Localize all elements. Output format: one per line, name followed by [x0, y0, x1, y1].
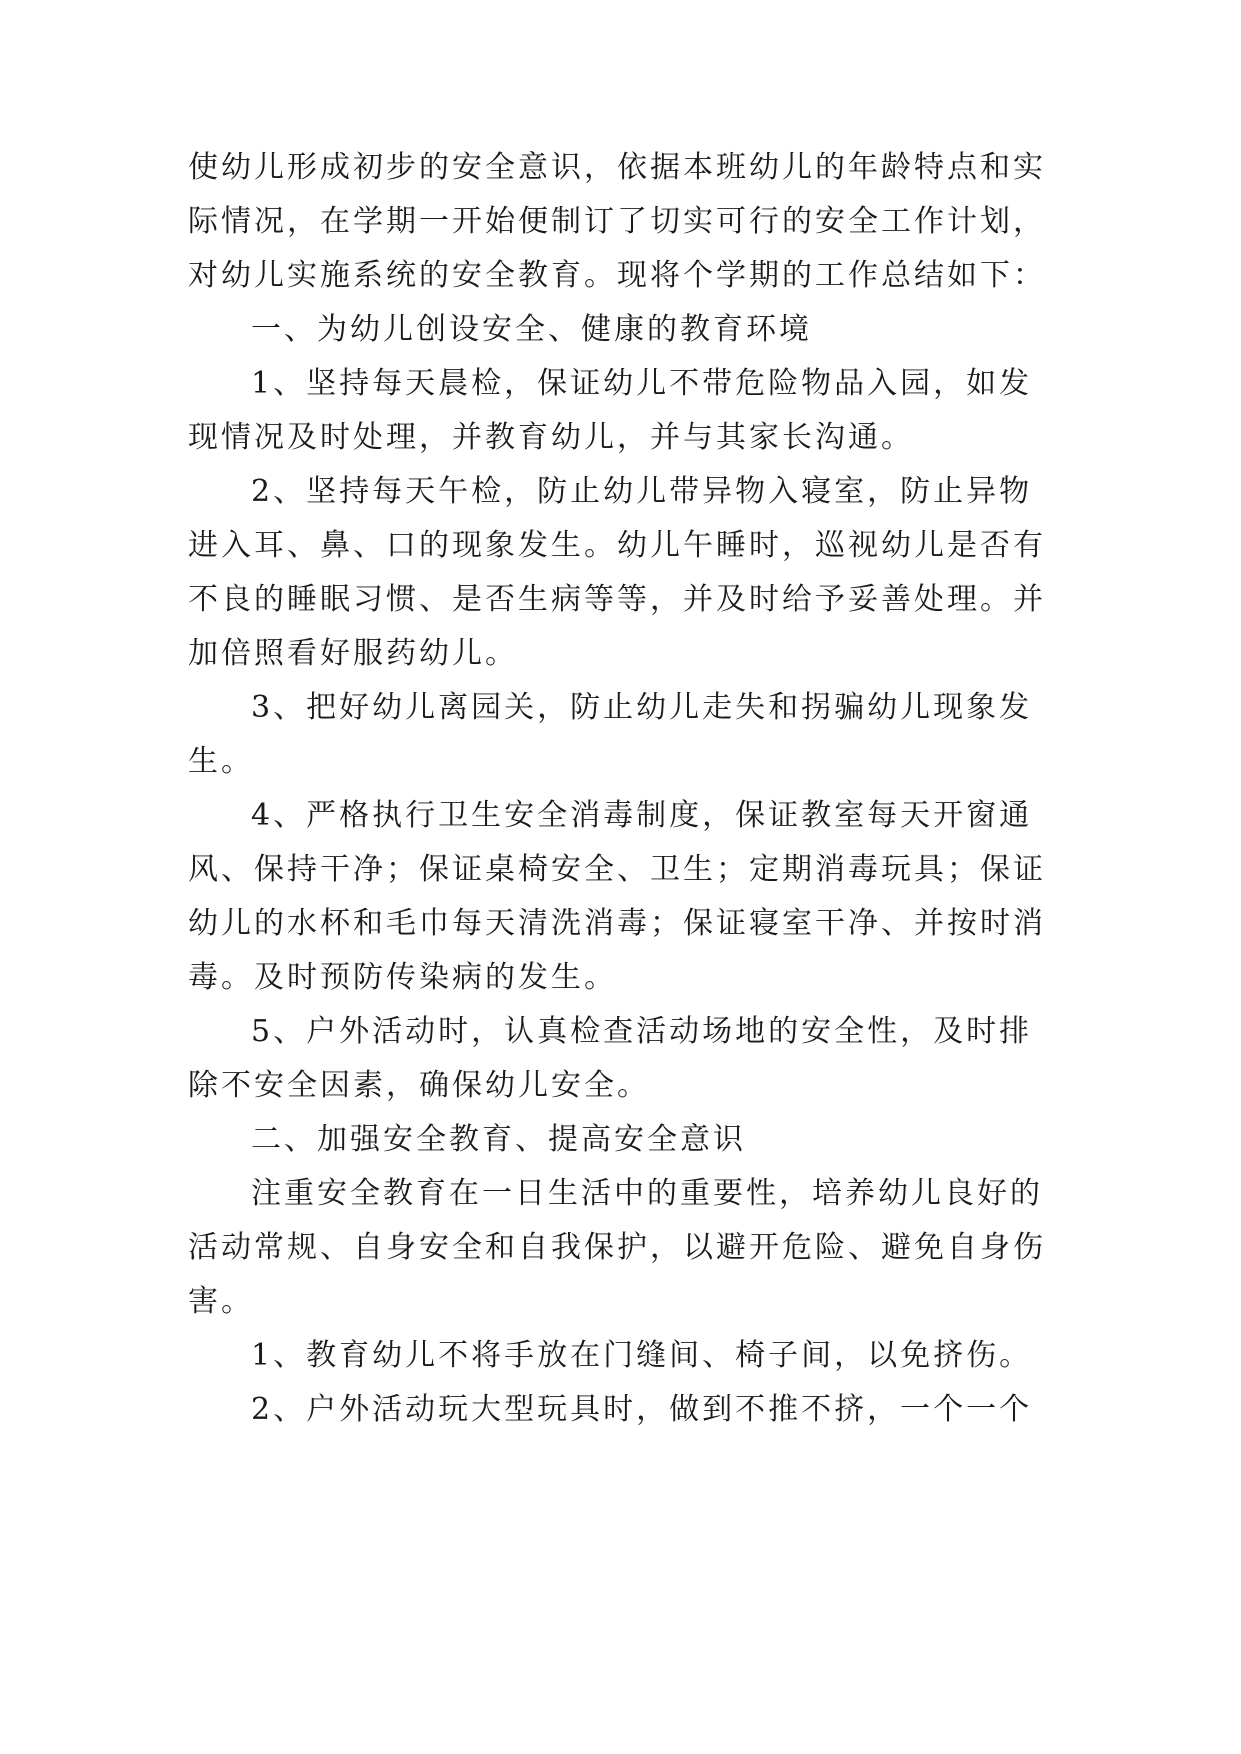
section-heading: 一、为幼儿创设安全、健康的教育环境	[251, 312, 812, 347]
body-text-line: 际情况，在学期一开始便制订了切实可行的安全工作计划，	[188, 204, 1046, 239]
body-text-line: 2、坚持每天午检，防止幼儿带异物入寝室，防止异物	[251, 474, 1033, 509]
body-text-line: 活动常规、自身安全和自我保护，以避开危险、避免自身伤	[188, 1230, 1046, 1265]
body-text-line: 毒。及时预防传染病的发生。	[188, 960, 617, 995]
body-text-line: 4、严格执行卫生安全消毒制度，保证教室每天开窗通	[251, 798, 1033, 833]
body-text-line: 害。	[188, 1284, 254, 1319]
body-text-line: 生。	[188, 744, 254, 779]
body-text-line: 5、户外活动时，认真检查活动场地的安全性，及时排	[251, 1014, 1033, 1049]
body-text-line: 使幼儿形成初步的安全意识，依据本班幼儿的年龄特点和实	[188, 150, 1046, 185]
body-text-line: 风、保持干净；保证桌椅安全、卫生；定期消毒玩具；保证	[188, 852, 1046, 887]
body-text-line: 2、户外活动玩大型玩具时，做到不推不挤，一个一个	[251, 1392, 1033, 1427]
body-text-line: 除不安全因素，确保幼儿安全。	[188, 1068, 650, 1103]
section-heading: 二、加强安全教育、提高安全意识	[251, 1122, 746, 1157]
body-text-line: 加倍照看好服药幼儿。	[188, 636, 518, 671]
body-text-line: 注重安全教育在一日生活中的重要性，培养幼儿良好的	[251, 1176, 1043, 1211]
body-text-line: 进入耳、鼻、口的现象发生。幼儿午睡时，巡视幼儿是否有	[188, 528, 1046, 563]
body-text-line: 1、坚持每天晨检，保证幼儿不带危险物品入园，如发	[251, 366, 1033, 401]
body-text-line: 1、教育幼儿不将手放在门缝间、椅子间，以免挤伤。	[251, 1338, 1033, 1373]
body-text-line: 现情况及时处理，并教育幼儿，并与其家长沟通。	[188, 420, 914, 455]
body-text-line: 对幼儿实施系统的安全教育。现将个学期的工作总结如下：	[188, 258, 1046, 293]
body-text-line: 不良的睡眠习惯、是否生病等等，并及时给予妥善处理。并	[188, 582, 1046, 617]
body-text-line: 幼儿的水杯和毛巾每天清洗消毒；保证寝室干净、并按时消	[188, 906, 1046, 941]
body-text-line: 3、把好幼儿离园关，防止幼儿走失和拐骗幼儿现象发	[251, 690, 1033, 725]
